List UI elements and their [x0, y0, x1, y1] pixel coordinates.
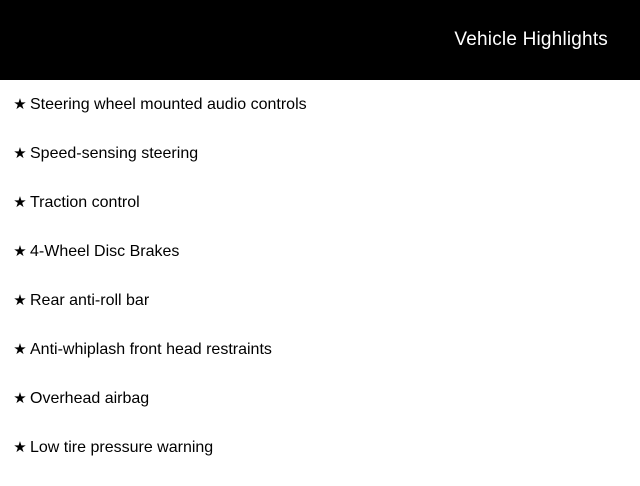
list-item	[0, 388, 640, 437]
list-item-label: Rear anti-roll bar	[30, 292, 150, 309]
star-icon: ★	[13, 341, 27, 358]
list-item	[0, 94, 640, 143]
vehicle-highlights-list	[0, 80, 640, 486]
header-bar	[0, 0, 640, 80]
list-item-label: Low tire pressure warning	[30, 439, 214, 456]
star-icon: ★	[13, 145, 27, 162]
list-item-label: Traction control	[30, 194, 140, 211]
star-icon: ★	[13, 292, 27, 309]
list-item	[0, 437, 640, 486]
list-item-label: Speed-sensing steering	[30, 145, 199, 162]
star-icon: ★	[13, 194, 27, 211]
star-icon: ★	[13, 390, 27, 407]
list-item-label: Overhead airbag	[30, 390, 150, 407]
star-icon: ★	[13, 439, 27, 456]
list-item	[0, 241, 640, 290]
page-title: Vehicle Highlights	[454, 29, 608, 50]
list-item-label: 4-Wheel Disc Brakes	[30, 243, 180, 260]
list-item-label: Steering wheel mounted audio controls	[30, 96, 307, 113]
star-icon: ★	[13, 96, 27, 113]
list-item	[0, 290, 640, 339]
list-item-label: Anti-whiplash front head restraints	[30, 341, 272, 358]
list-item	[0, 143, 640, 192]
list-item	[0, 192, 640, 241]
list-item	[0, 339, 640, 388]
star-icon: ★	[13, 243, 27, 260]
